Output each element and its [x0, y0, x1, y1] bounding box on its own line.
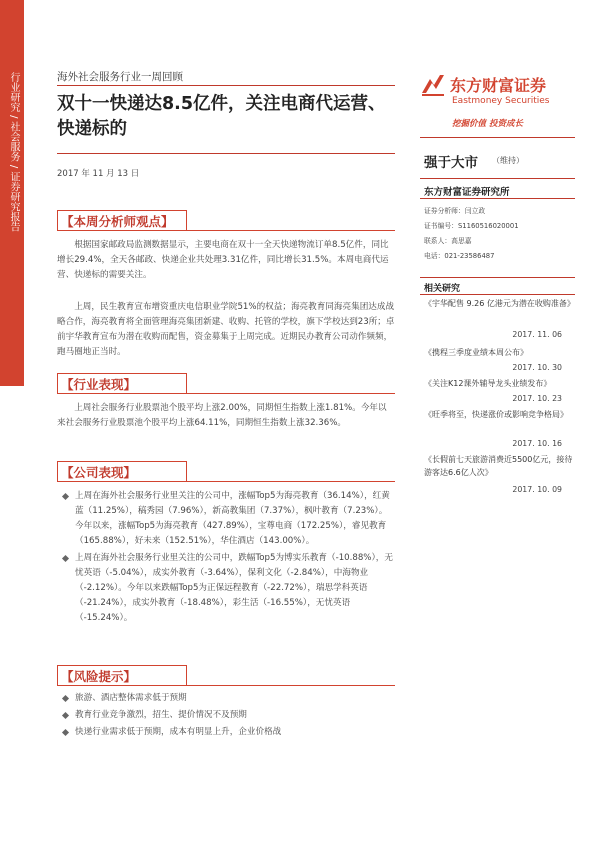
- report-type: 海外社会服务行业一周回顾: [57, 71, 183, 83]
- bullet-icon: [62, 555, 69, 562]
- section-heading-company: [57, 461, 395, 483]
- section-heading-industry: [57, 373, 395, 395]
- institute-name: 东方财富证券研究所: [424, 187, 510, 198]
- rating-note: （维持）: [492, 156, 524, 165]
- divider: [420, 198, 575, 199]
- report-date: 2017 年 11 月 13 日: [57, 169, 140, 179]
- list-item: 快递行业需求低于预期，成本有明显上升，企业价格战: [63, 725, 395, 740]
- phone-info: 电话：021-23586487: [424, 252, 495, 260]
- certificate-info: 证书编号：S1160516020001: [424, 222, 519, 230]
- industry-paragraph: 上周社会服务行业股票池个股平均上涨2.00%，同期恒生指数上涨1.81%。今年以来社会服务行业股票池个股平均上涨64.11%，同期恒生指数上涨32.36%。: [57, 403, 387, 428]
- contact-info: 联系人：高思嘉: [424, 237, 472, 245]
- related-report-date: 2017. 10. 23: [512, 394, 562, 403]
- brand-slogan: 挖掘价值 投资成长: [452, 119, 523, 129]
- divider: [420, 277, 575, 278]
- bullet-icon: [62, 695, 69, 702]
- section-title: 【行业表现】: [61, 377, 137, 392]
- section-title: 【本周分析师观点】: [61, 214, 174, 229]
- industry-rating: 强于大市: [424, 155, 478, 171]
- list-item: 教育行业竞争激烈，招生、提价情况不及预期: [63, 708, 395, 723]
- section-heading-risk: [57, 665, 395, 687]
- bullet-icon: [62, 712, 69, 719]
- eastmoney-logo-icon: [420, 73, 446, 97]
- list-item: 旅游、酒店整体需求低于预期: [63, 691, 395, 706]
- related-report-date: 2017. 11. 06: [512, 330, 562, 339]
- side-category-text: 行业研究 / 社会服务 / 证券研究报告: [8, 72, 19, 232]
- brand-name-cn: 东方财富证券: [450, 76, 547, 95]
- bullet-icon: [62, 729, 69, 736]
- divider: [420, 178, 575, 179]
- related-report-link[interactable]: 《长假前七天旅游消费近5500亿元，接待游客达6.6亿人次》: [424, 455, 573, 477]
- related-report-date: 2017. 10. 09: [512, 485, 562, 494]
- risk-bullet-list: [63, 691, 395, 742]
- section-heading-analyst-view: [57, 210, 395, 232]
- related-report-link[interactable]: 《宇华配售 9.26 亿港元为潜在收购准备》: [424, 299, 575, 308]
- divider: [57, 153, 395, 154]
- page-title: 双十一快递达8.5亿件，关注电商代运营、快递标的: [57, 94, 386, 139]
- related-report-link[interactable]: 《旺季将至，快递涨价或影响竞争格局》: [424, 410, 568, 419]
- brand-name-en: Eastmoney Securities: [452, 96, 550, 106]
- list-item: 上周在海外社会服务行业里关注的公司中，跌幅Top5为博实乐教育（-10.88%），无忧英语（-5.04%），成实外教育（-3.64%），保利文化（-2.84%），中海物业（-2.12%）。今年以来跌幅Top5为正保远程教育（-22.72%），瑞思学科英语（-21.24%），成实外教育（-18.48%），彩生活（-16.55%），无忧英语（-15.24%）。: [63, 551, 395, 626]
- divider: [420, 137, 575, 138]
- bullet-icon: [62, 493, 69, 500]
- company-bullet-list: [63, 489, 395, 628]
- divider: [57, 85, 395, 86]
- divider: [420, 294, 575, 295]
- section-title: 【公司表现】: [61, 465, 137, 480]
- analyst-info: 证券分析师：闫立政: [424, 207, 486, 215]
- related-report-date: 2017. 10. 30: [512, 363, 562, 372]
- analyst-paragraph-1: 根据国家邮政局监测数据显示，主要电商在双十一全天快递物流订单8.5亿件，同比增长29.4%，全天各邮政、快递企业共处理3.31亿件，同比增长31.5%。本周电商代运营、快递标的需要关注。: [57, 240, 389, 280]
- related-report-date: 2017. 10. 16: [512, 439, 562, 448]
- related-report-link[interactable]: 《关注K12课外辅导龙头业绩发布》: [424, 379, 552, 388]
- section-title: 【风险提示】: [61, 669, 137, 684]
- analyst-paragraph-2: 上周，民生教育宣布增资重庆电信职业学院51%的权益；海亮教育同海亮集团达成战略合作，海亮教育将全面管理海亮集团新建、收购、托管的学校，旗下学校达到23所；卓前宇华教育宣布为潜在收购而配售，资金募集于上周完成。近期民办教育公司动作频频，跑马圈地正当时。: [57, 302, 395, 357]
- related-report-link[interactable]: 《携程三季度业绩本周公布》: [424, 348, 528, 357]
- related-research-heading: 相关研究: [424, 284, 461, 294]
- list-item: 上周在海外社会服务行业里关注的公司中，涨幅Top5为海亮教育（36.14%），红黄蓝（11.25%），稿秀园（7.96%），新高教集团（7.37%），枫叶教育（7.23%）。今年以来，涨幅Top5为海亮教育（427.89%），宝尊电商（172.25%），睿见教育（165.88%），好未来（152.51%），华住酒店（143.00%）。: [63, 489, 395, 549]
- side-category-bar: [0, 0, 24, 386]
